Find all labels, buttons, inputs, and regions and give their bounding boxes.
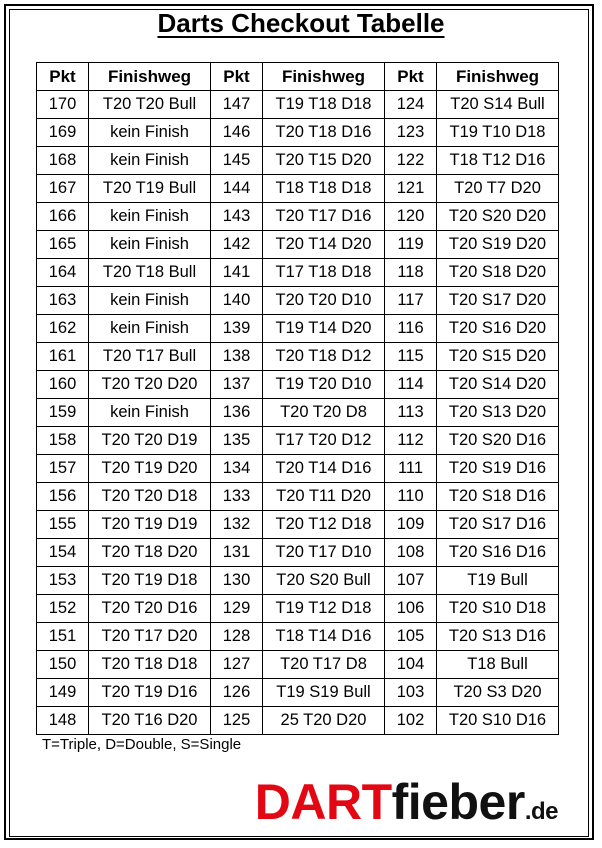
cell-pkt: 140: [211, 287, 263, 315]
cell-finishweg: kein Finish: [89, 231, 211, 259]
cell-finishweg: T20 T18 D18: [89, 651, 211, 679]
cell-finishweg: T20 T17 D16: [263, 203, 385, 231]
cell-pkt: 125: [211, 707, 263, 735]
cell-finishweg: T18 T14 D16: [263, 623, 385, 651]
cell-pkt: 166: [37, 203, 89, 231]
header-pkt: Pkt: [37, 63, 89, 91]
cell-finishweg: T20 T19 D18: [89, 567, 211, 595]
cell-finishweg: T20 S13 D20: [437, 399, 559, 427]
cell-pkt: 165: [37, 231, 89, 259]
cell-finishweg: T20 T19 D16: [89, 679, 211, 707]
cell-finishweg: T18 T18 D18: [263, 175, 385, 203]
cell-finishweg: kein Finish: [89, 203, 211, 231]
table-row: [37, 595, 559, 623]
cell-finishweg: T20 S10 D18: [437, 595, 559, 623]
cell-finishweg: T20 T16 D20: [89, 707, 211, 735]
cell-pkt: 113: [385, 399, 437, 427]
cell-pkt: 126: [211, 679, 263, 707]
cell-pkt: 164: [37, 259, 89, 287]
cell-finishweg: T18 Bull: [437, 651, 559, 679]
cell-pkt: 105: [385, 623, 437, 651]
cell-finishweg: T20 S19 D16: [437, 455, 559, 483]
cell-finishweg: T20 T20 Bull: [89, 91, 211, 119]
cell-pkt: 147: [211, 91, 263, 119]
cell-pkt: 162: [37, 315, 89, 343]
table-row: [37, 315, 559, 343]
cell-finishweg: T20 S17 D20: [437, 287, 559, 315]
cell-finishweg: T20 T18 D16: [263, 119, 385, 147]
cell-finishweg: T17 T20 D12: [263, 427, 385, 455]
cell-pkt: 161: [37, 343, 89, 371]
cell-pkt: 144: [211, 175, 263, 203]
cell-pkt: 108: [385, 539, 437, 567]
cell-pkt: 146: [211, 119, 263, 147]
cell-finishweg: kein Finish: [89, 315, 211, 343]
cell-pkt: 132: [211, 511, 263, 539]
cell-finishweg: T20 T15 D20: [263, 147, 385, 175]
cell-finishweg: T20 T19 D20: [89, 455, 211, 483]
cell-pkt: 103: [385, 679, 437, 707]
logo-dart: DART: [254, 774, 392, 830]
table-header-row: [37, 63, 559, 91]
cell-pkt: 149: [37, 679, 89, 707]
cell-pkt: 131: [211, 539, 263, 567]
cell-pkt: 137: [211, 371, 263, 399]
cell-pkt: 154: [37, 539, 89, 567]
table-row: [37, 707, 559, 735]
cell-finishweg: T20 T20 D16: [89, 595, 211, 623]
dartfieber-logo: [254, 774, 558, 830]
cell-pkt: 115: [385, 343, 437, 371]
cell-finishweg: T19 T14 D20: [263, 315, 385, 343]
table-row: [37, 455, 559, 483]
table-row: [37, 427, 559, 455]
cell-finishweg: T19 T18 D18: [263, 91, 385, 119]
cell-pkt: 168: [37, 147, 89, 175]
cell-pkt: 148: [37, 707, 89, 735]
cell-finishweg: T20 S16 D16: [437, 539, 559, 567]
cell-pkt: 158: [37, 427, 89, 455]
cell-finishweg: T20 T19 Bull: [89, 175, 211, 203]
cell-finishweg: T20 T14 D20: [263, 231, 385, 259]
table-row: [37, 343, 559, 371]
logo-fieber: fieber: [391, 774, 525, 830]
cell-finishweg: T20 S3 D20: [437, 679, 559, 707]
cell-pkt: 128: [211, 623, 263, 651]
table-row: [37, 483, 559, 511]
cell-finishweg: T20 S18 D20: [437, 259, 559, 287]
table-row: [37, 287, 559, 315]
cell-pkt: 124: [385, 91, 437, 119]
cell-pkt: 104: [385, 651, 437, 679]
cell-pkt: 170: [37, 91, 89, 119]
cell-pkt: 127: [211, 651, 263, 679]
cell-finishweg: T19 Bull: [437, 567, 559, 595]
cell-pkt: 150: [37, 651, 89, 679]
cell-finishweg: T20 T20 D19: [89, 427, 211, 455]
table-row: [37, 511, 559, 539]
cell-pkt: 121: [385, 175, 437, 203]
cell-finishweg: T20 T11 D20: [263, 483, 385, 511]
cell-pkt: 109: [385, 511, 437, 539]
cell-finishweg: T20 T14 D16: [263, 455, 385, 483]
cell-pkt: 111: [385, 455, 437, 483]
cell-finishweg: T20 T17 Bull: [89, 343, 211, 371]
header-finishweg: Finishweg: [89, 63, 211, 91]
cell-finishweg: 25 T20 D20: [263, 707, 385, 735]
cell-finishweg: T20 T20 D20: [89, 371, 211, 399]
table-row: [37, 119, 559, 147]
cell-finishweg: kein Finish: [89, 399, 211, 427]
table-row: [37, 231, 559, 259]
table-row: [37, 623, 559, 651]
cell-pkt: 145: [211, 147, 263, 175]
cell-pkt: 114: [385, 371, 437, 399]
cell-finishweg: T20 S13 D16: [437, 623, 559, 651]
cell-pkt: 135: [211, 427, 263, 455]
cell-pkt: 129: [211, 595, 263, 623]
table-row: [37, 259, 559, 287]
cell-finishweg: T20 T18 Bull: [89, 259, 211, 287]
cell-pkt: 118: [385, 259, 437, 287]
cell-finishweg: T20 S17 D16: [437, 511, 559, 539]
cell-finishweg: T20 S10 D16: [437, 707, 559, 735]
cell-finishweg: T20 S14 D20: [437, 371, 559, 399]
cell-pkt: 160: [37, 371, 89, 399]
cell-finishweg: T20 T7 D20: [437, 175, 559, 203]
cell-finishweg: T20 T17 D20: [89, 623, 211, 651]
table-row: [37, 651, 559, 679]
cell-finishweg: T20 S20 D16: [437, 427, 559, 455]
cell-finishweg: kein Finish: [89, 287, 211, 315]
checkout-table: [36, 62, 559, 735]
table-row: [37, 679, 559, 707]
cell-finishweg: T20 S15 D20: [437, 343, 559, 371]
table-row: [37, 399, 559, 427]
cell-pkt: 163: [37, 287, 89, 315]
legend-text: T=Triple, D=Double, S=Single: [42, 736, 242, 753]
cell-finishweg: T20 S20 Bull: [263, 567, 385, 595]
table-row: [37, 371, 559, 399]
cell-pkt: 112: [385, 427, 437, 455]
cell-pkt: 120: [385, 203, 437, 231]
cell-finishweg: T20 T20 D18: [89, 483, 211, 511]
cell-pkt: 155: [37, 511, 89, 539]
cell-pkt: 138: [211, 343, 263, 371]
cell-finishweg: T20 T19 D19: [89, 511, 211, 539]
cell-pkt: 122: [385, 147, 437, 175]
table-row: [37, 203, 559, 231]
cell-pkt: 167: [37, 175, 89, 203]
cell-finishweg: T20 T17 D10: [263, 539, 385, 567]
header-pkt: Pkt: [211, 63, 263, 91]
cell-finishweg: T20 S18 D16: [437, 483, 559, 511]
cell-pkt: 134: [211, 455, 263, 483]
cell-pkt: 151: [37, 623, 89, 651]
cell-pkt: 157: [37, 455, 89, 483]
cell-pkt: 110: [385, 483, 437, 511]
cell-finishweg: T20 S16 D20: [437, 315, 559, 343]
cell-pkt: 107: [385, 567, 437, 595]
cell-pkt: 169: [37, 119, 89, 147]
cell-finishweg: T20 T18 D20: [89, 539, 211, 567]
table-row: [37, 91, 559, 119]
cell-finishweg: T19 T20 D10: [263, 371, 385, 399]
cell-pkt: 156: [37, 483, 89, 511]
page-title: Darts Checkout Tabelle: [157, 8, 445, 38]
cell-pkt: 159: [37, 399, 89, 427]
cell-finishweg: T19 S19 Bull: [263, 679, 385, 707]
cell-finishweg: T20 S20 D20: [437, 203, 559, 231]
cell-finishweg: T20 T12 D18: [263, 511, 385, 539]
cell-pkt: 102: [385, 707, 437, 735]
cell-finishweg: T18 T12 D16: [437, 147, 559, 175]
header-finishweg: Finishweg: [263, 63, 385, 91]
cell-pkt: 123: [385, 119, 437, 147]
cell-finishweg: kein Finish: [89, 119, 211, 147]
cell-pkt: 142: [211, 231, 263, 259]
cell-pkt: 153: [37, 567, 89, 595]
cell-finishweg: T20 S14 Bull: [437, 91, 559, 119]
cell-pkt: 143: [211, 203, 263, 231]
cell-pkt: 117: [385, 287, 437, 315]
cell-finishweg: T20 T17 D8: [263, 651, 385, 679]
cell-pkt: 139: [211, 315, 263, 343]
cell-pkt: 136: [211, 399, 263, 427]
cell-pkt: 133: [211, 483, 263, 511]
cell-finishweg: T19 T12 D18: [263, 595, 385, 623]
cell-finishweg: T17 T18 D18: [263, 259, 385, 287]
cell-finishweg: T20 T20 D10: [263, 287, 385, 315]
logo-tld: .de: [524, 798, 558, 825]
header-pkt: Pkt: [385, 63, 437, 91]
table-row: [37, 175, 559, 203]
cell-finishweg: T20 T20 D8: [263, 399, 385, 427]
cell-pkt: 152: [37, 595, 89, 623]
header-finishweg: Finishweg: [437, 63, 559, 91]
table-row: [37, 567, 559, 595]
cell-finishweg: T19 T10 D18: [437, 119, 559, 147]
cell-finishweg: T20 S19 D20: [437, 231, 559, 259]
cell-pkt: 116: [385, 315, 437, 343]
table-row: [37, 539, 559, 567]
table-row: [37, 147, 559, 175]
cell-finishweg: T20 T18 D12: [263, 343, 385, 371]
cell-pkt: 130: [211, 567, 263, 595]
cell-pkt: 141: [211, 259, 263, 287]
cell-pkt: 119: [385, 231, 437, 259]
cell-finishweg: kein Finish: [89, 147, 211, 175]
cell-pkt: 106: [385, 595, 437, 623]
